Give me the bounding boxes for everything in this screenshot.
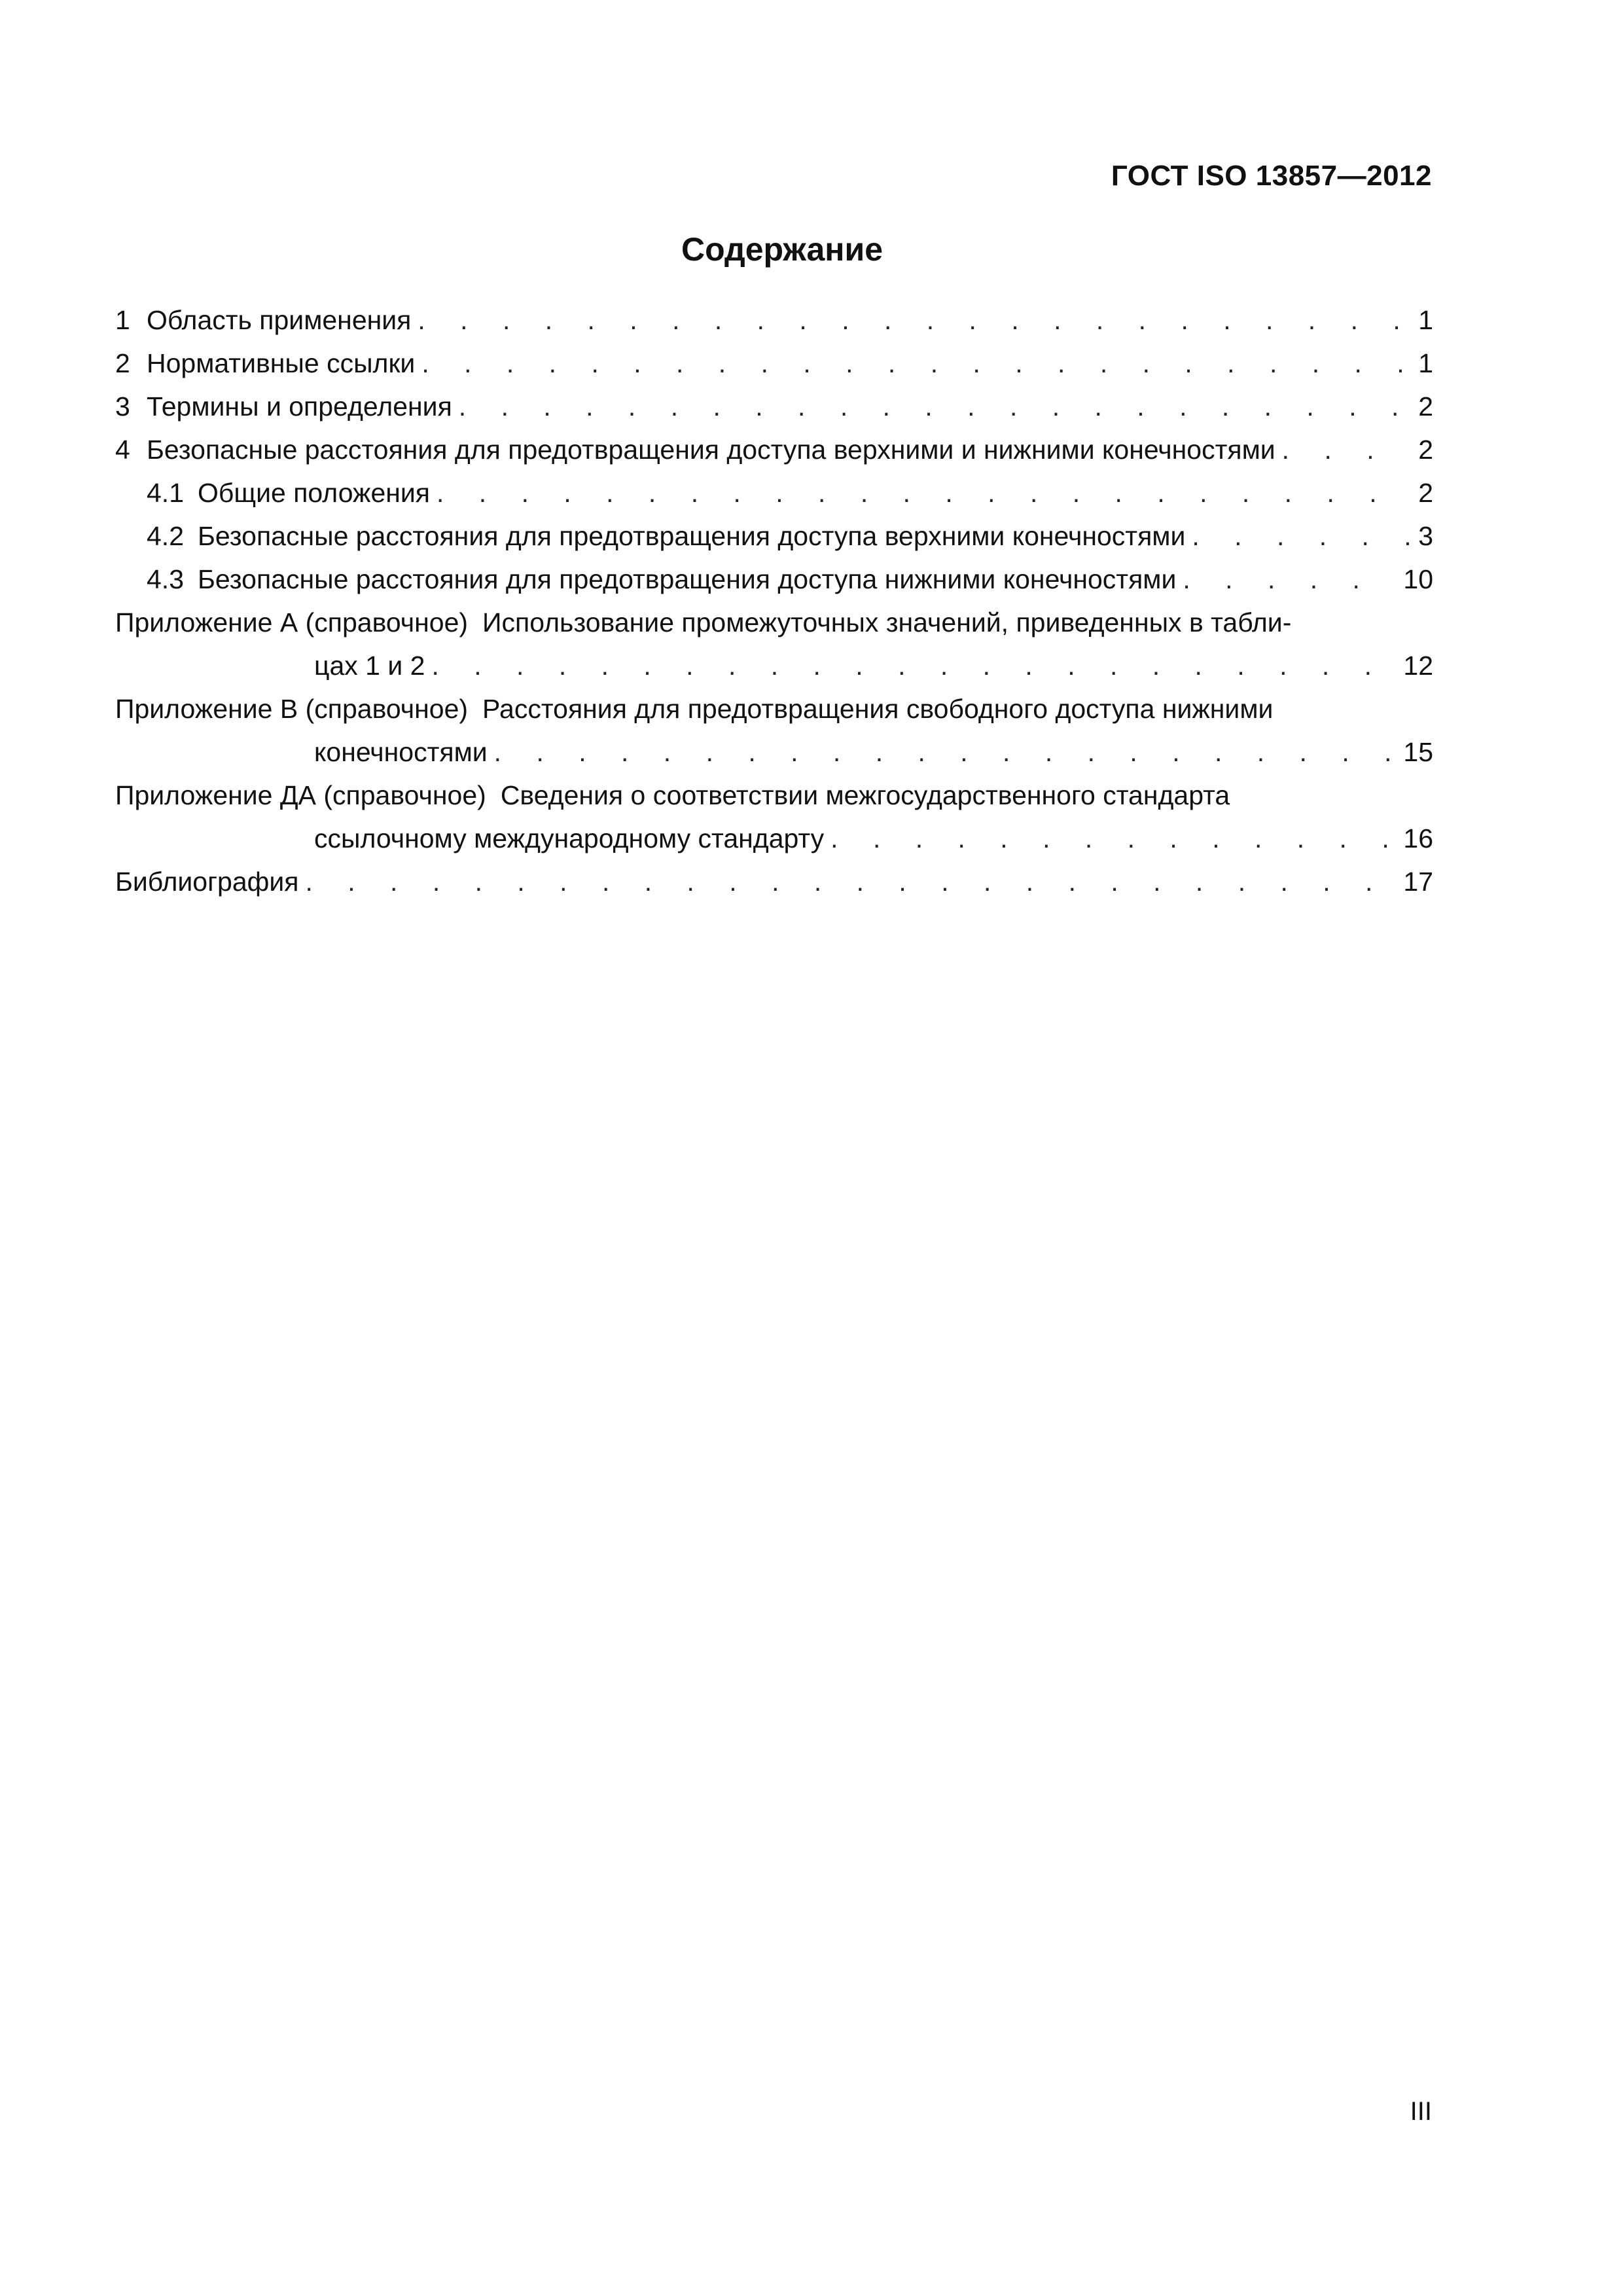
toc-annex-da[interactable] <box>115 774 1433 860</box>
toc-annex-first-line <box>115 687 1433 730</box>
toc-title: Содержание <box>681 231 883 268</box>
toc-entry-number: 4.2 <box>147 521 184 551</box>
toc-entry-page: 15 <box>1403 737 1433 767</box>
toc-entry-page: 10 <box>1403 564 1433 594</box>
toc-entry-page: 1 <box>1418 305 1433 335</box>
toc-entry-number: 2 <box>115 348 130 378</box>
toc-entry-text: Термины и определения <box>147 391 452 422</box>
toc-annex-title: Использование промежуточных значений, приведенных в табли- <box>482 607 1292 637</box>
toc-entry-page: 12 <box>1403 651 1433 681</box>
toc-annex-first-line <box>115 601 1433 644</box>
toc-annex-label: Приложение ДА (справочное) <box>115 780 486 810</box>
toc-annex-a[interactable] <box>115 601 1433 687</box>
toc-annex-title: Расстояния для предотвращения свободного доступа нижними <box>482 694 1274 724</box>
toc-leader-dots <box>494 730 1395 774</box>
toc-annex-title-cont: цах 1 и 2 <box>314 651 425 681</box>
toc-leader-dots <box>418 298 1409 342</box>
toc-entry-4-3[interactable] <box>115 558 1433 601</box>
toc-entry-text: Безопасные расстояния для предотвращения доступа верхними конечностями <box>198 521 1186 551</box>
toc-entry-number: 3 <box>115 391 130 422</box>
toc-entry-4-1[interactable] <box>115 471 1433 514</box>
toc-entry-page: 2 <box>1418 478 1433 508</box>
toc-entry-text: Нормативные ссылки <box>147 348 416 378</box>
toc-entry-number: 4.3 <box>147 564 184 594</box>
toc-entry-4-2[interactable] <box>115 514 1433 558</box>
toc-entry-page: 1 <box>1418 348 1433 378</box>
toc-leader-dots <box>830 817 1394 860</box>
toc-entry-2[interactable] <box>115 342 1433 385</box>
toc-annex-first-line <box>115 774 1433 817</box>
toc-entry-1[interactable] <box>115 298 1433 342</box>
toc-entry-number: 4 <box>115 435 130 465</box>
page-number: III <box>1410 2097 1432 2126</box>
toc-leader-dots <box>1183 558 1394 601</box>
toc-leader-dots <box>437 471 1409 514</box>
document-header-code: ГОСТ ISO 13857—2012 <box>1111 160 1432 192</box>
toc-leader-dots <box>1192 514 1409 558</box>
toc-bibliography[interactable] <box>115 860 1433 903</box>
toc-leader-dots <box>1282 428 1410 471</box>
toc-entry-number: 4.1 <box>147 478 184 508</box>
toc-annex-continuation <box>115 817 1433 860</box>
toc-annex-continuation <box>115 644 1433 687</box>
toc-annex-title-cont: конечностями <box>314 737 488 767</box>
toc-leader-dots <box>421 342 1409 385</box>
toc-entry-number: 1 <box>115 305 130 335</box>
toc-entry-page: 17 <box>1403 867 1433 897</box>
toc-entry-page: 2 <box>1418 435 1433 465</box>
toc-leader-dots <box>305 860 1394 903</box>
toc-entry-3[interactable] <box>115 385 1433 428</box>
toc-entry-page: 16 <box>1403 823 1433 853</box>
toc-annex-label: Приложение А (справочное) <box>115 607 469 637</box>
toc-entry-text: Библиография <box>115 867 299 897</box>
toc-entry-4[interactable] <box>115 428 1433 471</box>
toc-entry-text: Общие положения <box>198 478 431 508</box>
toc-entry-text: Область применения <box>147 305 412 335</box>
toc-annex-title: Сведения о соответствии межгосударственного стандарта <box>500 780 1230 810</box>
toc-annex-b[interactable] <box>115 687 1433 774</box>
toc-entry-text: Безопасные расстояния для предотвращения доступа нижними конечностями <box>198 564 1177 594</box>
toc-leader-dots <box>431 644 1394 687</box>
toc-entry-text: Безопасные расстояния для предотвращения доступа верхними и нижними конечностями <box>147 435 1275 465</box>
toc-leader-dots <box>459 385 1409 428</box>
toc-entry-page: 2 <box>1418 391 1433 422</box>
toc-entry-page: 3 <box>1418 521 1433 551</box>
toc-annex-title-cont: ссылочному международному стандарту <box>314 823 825 853</box>
table-of-contents <box>115 298 1433 903</box>
toc-annex-continuation <box>115 730 1433 774</box>
toc-annex-label: Приложение В (справочное) <box>115 694 469 724</box>
